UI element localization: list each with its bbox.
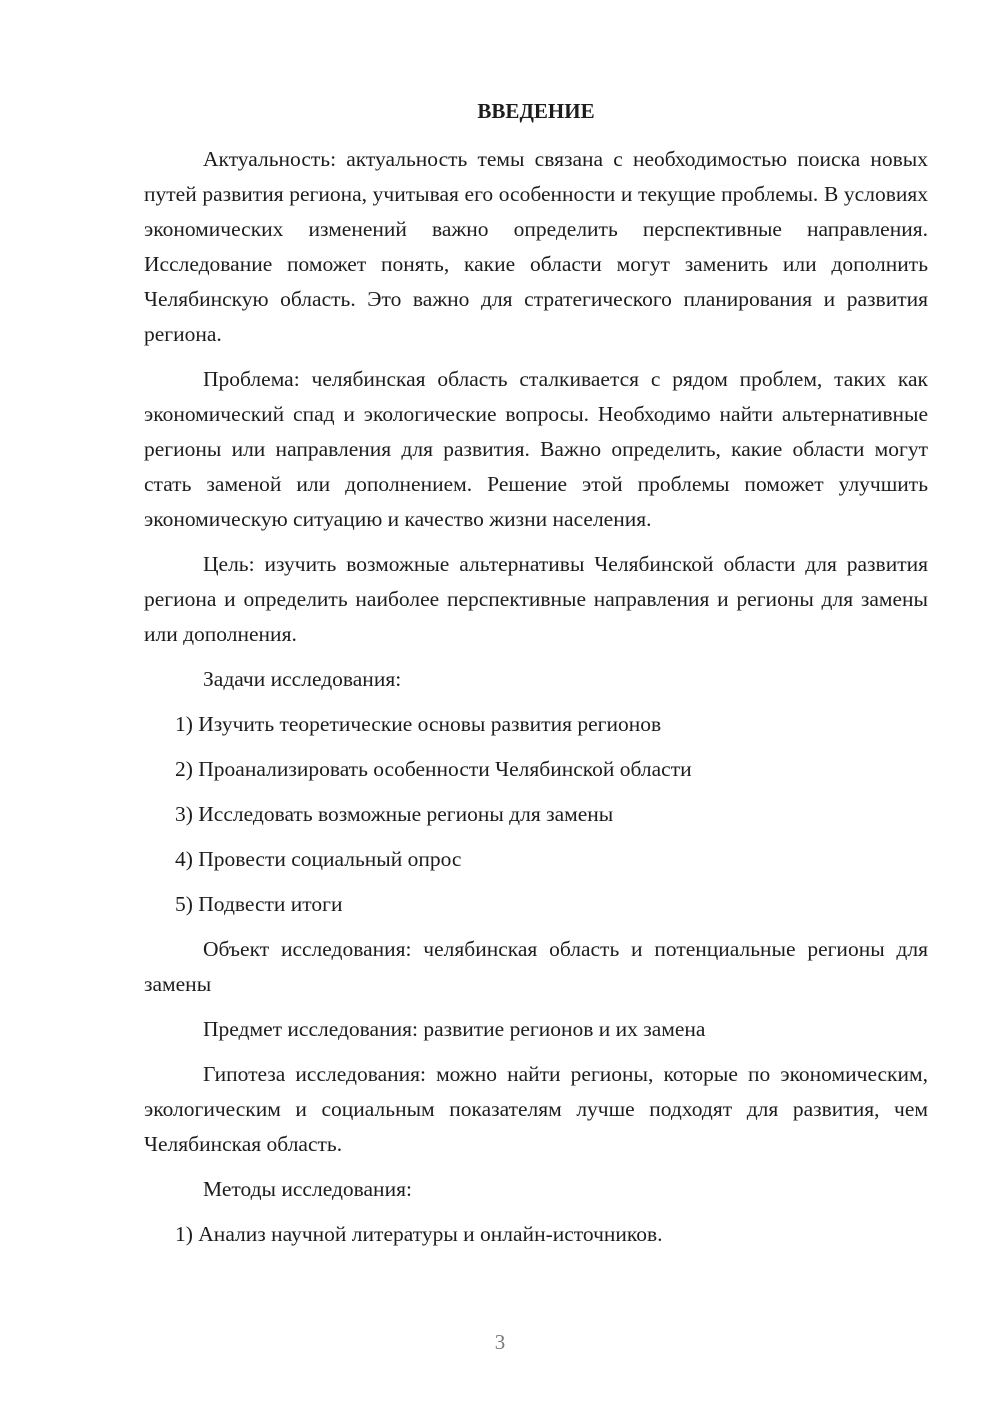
list-item: 3) Исследовать возможные регионы для замены xyxy=(175,802,614,826)
tasks-list xyxy=(144,707,928,922)
methods-list xyxy=(144,1217,928,1252)
paragraph-problem: Проблема: челябинская область сталкивается с рядом проблем, таких как экономический спад и экологические вопросы. Необходимо найти альтернативные регионы или направления для развития. Важно определить, какие области могут стать заменой или дополнением. Решение этой проблемы поможет улучшить экономическую ситуацию и качество жизни населения. xyxy=(144,367,928,531)
paragraph-goal: Цель: изучить возможные альтернативы Челябинской области для развития региона и определить наиболее перспективные направления и регионы для замены или дополнения. xyxy=(144,552,928,646)
paragraph-hypothesis: Гипотеза исследования: можно найти регионы, которые по экономическим, экологическим и социальным показателям лучше подходят для развития, чем Челябинская область. xyxy=(144,1062,928,1156)
page-number: 3 xyxy=(494,1330,506,1354)
document-page xyxy=(144,94,928,1262)
paragraph-object: Объект исследования: челябинская область и потенциальные регионы для замены xyxy=(144,937,928,996)
list-item: 1) Анализ научной литературы и онлайн-источников. xyxy=(175,1222,663,1246)
paragraph-relevance: Актуальность: актуальность темы связана с необходимостью поиска новых путей развития региона, учитывая его особенности и текущие проблемы. В условиях экономических изменений важно определить перспективные направления. Исследование поможет понять, какие области могут заменить или дополнить Челябинскую область. Это важно для стратегического планирования и развития региона. xyxy=(144,147,928,346)
list-item: 5) Подвести итоги xyxy=(175,892,343,916)
paragraph-subject: Предмет исследования: развитие регионов и их замена xyxy=(203,1017,706,1041)
list-item: 1) Изучить теоретические основы развития регионов xyxy=(175,712,662,736)
tasks-heading: Задачи исследования: xyxy=(203,667,402,691)
section-title: ВВЕДЕНИЕ xyxy=(477,99,595,123)
list-item: 4) Провести социальный опрос xyxy=(175,847,462,871)
list-item: 2) Проанализировать особенности Челябинской области xyxy=(175,757,692,781)
methods-heading: Методы исследования: xyxy=(203,1177,412,1201)
